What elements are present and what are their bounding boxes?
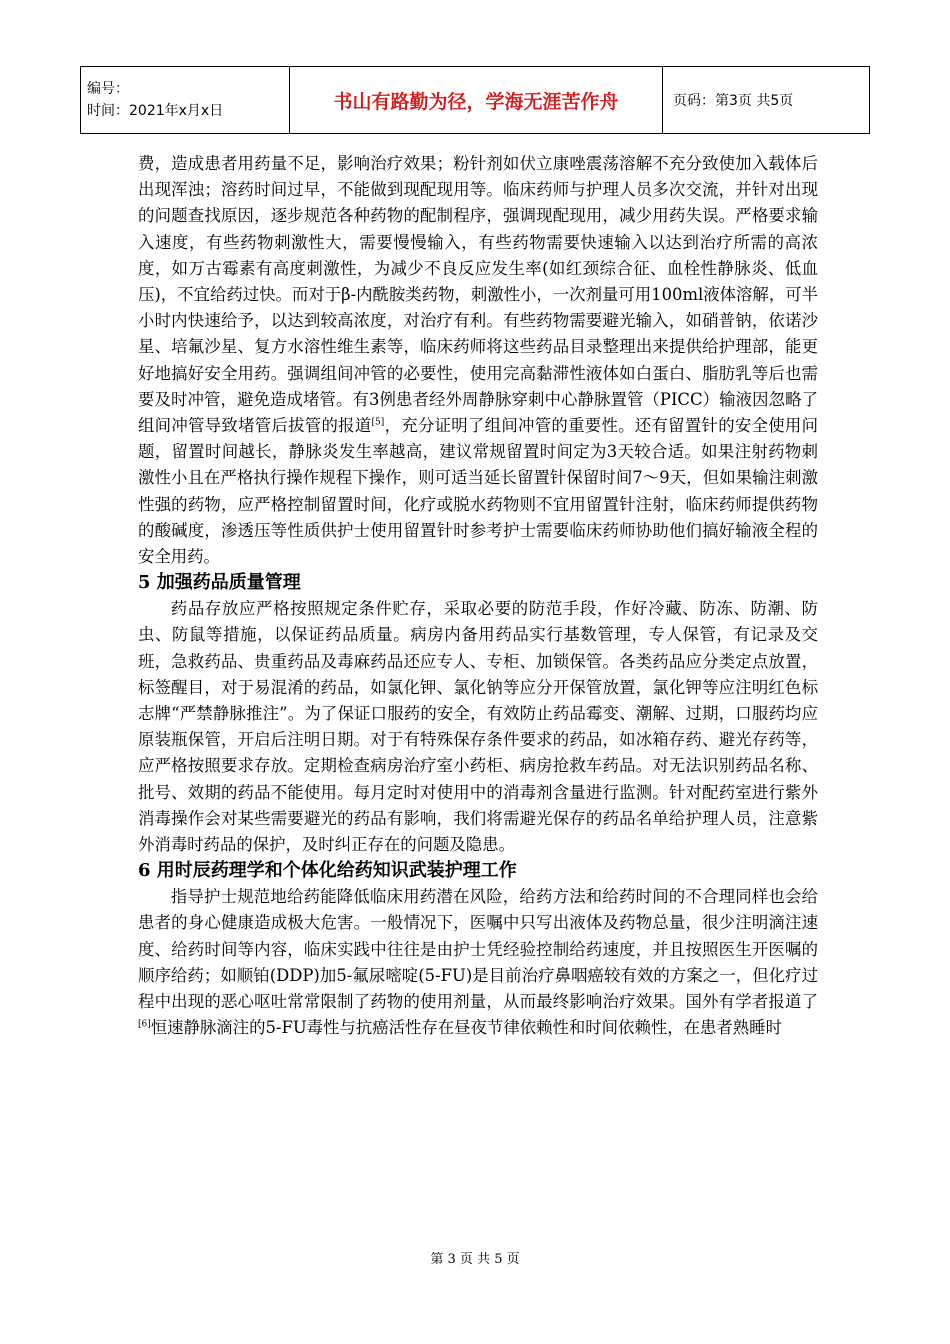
paragraph-text: 费，造成患者用药量不足，影响治疗效果；粉针剂如伏立康唑震荡溶解不充分致使加入载体后出现浑浊；溶药时间过早，不能做到现配现用等。临床药师与护理人员多次交流，并针对出现的问题查找原因，逐步规范各种药物的配制程序，强调现配现用，减少用药失误。严格要求输入速度，有些药物刺激性大，需要慢慢输入，有些药物需要快速输入以达到治疗所需的高浓度，如万古霉素有高度刺激性，为减少不良反应发生率(如红颈综合征、血栓性静脉炎、低血压)，不宜给药过快。而对于β-内酰胺类药物，刺激性小，一次剂量可用100ml液体溶解，可半小时内快速给予，以达到较高浓度，对治疗有利。有些药物需要避光输入，如硝普钠，依诺沙星、培氟沙星、复方水溶性维生素等，临床药师将这些药品目录整理出来提供给护理部，能更好地搞好安全用药。强调组间冲管的必要性，使用完高黏滞性液体如白蛋白、脂肪乳等后也需要及时冲管，避免造成堵管。有3例患者经外周静脉穿刺中心静脉置管（PICC）输液因忽略了组间冲管导致堵管后拔管的报道 — [138, 154, 818, 436]
header-table — [80, 66, 870, 134]
paragraph-drug-quality: 药品存放应严格按照规定条件贮存，采取必要的防范手段，作好冷藏、防冻、防潮、防虫、防鼠等措施，以保证药品质量。病房内备用药品实行基数管理，专人保管，有记录及交班，急救药品、贵重药品及毒麻药品还应专人、专柜、加锁保管。各类药品应分类定点放置，标签醒目，对于易混淆的药品，如氯化钾、氯化钠等应分开保管放置，氯化钾等应注明红色标志牌“严禁静脉推注”。为了保证口服药的安全，有效防止药品霉变、潮解、过期，口服药均应原装瓶保管，开启后注明日期。对于有特殊保存条件要求的药品，如冰箱存药、避光存药等，应严格按照要求存放。定期检查病房治疗室小药柜、病房抢救车药品。对无法识别药品名称、批号、效期的药品不能使用。每月定时对使用中的消毒剂含量进行监测。针对配药室进行紫外消毒操作会对某些需要避光的药品有影响，我们将需避光保存的药品名单给护理人员，注意紫外消毒时药品的保护，及时纠正存在的问题及隐患。 — [138, 599, 818, 855]
document-number-label: 编号： — [87, 81, 129, 97]
header-left-cell — [81, 67, 290, 134]
header-page-label: 页码：第3页 共5页 — [663, 67, 870, 134]
header-motto: 书山有路勤为径，学海无涯苦作舟 — [290, 67, 663, 134]
section-heading: 5 加强药品质量管理 — [138, 572, 301, 594]
page-footer: 第 3 页 共 5 页 — [430, 1252, 520, 1267]
paragraph-infusion-safety — [138, 151, 818, 570]
section-heading: 6 用时辰药理学和个体化给药知识武装护理工作 — [138, 860, 517, 882]
paragraph-text: 恒速静脉滴注的5-FU毒性与抗癌活性存在昼夜节律依赖性和时间依赖性，在患者熟睡时 — [150, 1018, 782, 1038]
paragraph-text: ，充分证明了组间冲管的重要性。还有留置针的安全使用问题，留置时间越长，静脉炎发生率越高，建议常规留置时间定为3天较合适。如果注射药物刺激性小且在严格执行操作规程下操作，则可适当延长留置针保留时间7～9天，但如果输注刺激性强的药物，应严格控制留置时间，化疗或脱水药物则不宜用留置针注射，临床药师提供药物的酸碱度，渗透压等性质供护士使用留置针时参考护士需要临床药师协助他们搞好输液全程的安全用药。 — [138, 416, 819, 567]
citation-ref: [5] — [371, 417, 385, 428]
paragraph-chronopharmacology — [138, 884, 818, 1041]
citation-ref: [6] — [138, 1019, 151, 1030]
paragraph-text: 指导护士规范地给药能降低临床用药潜在风险，给药方法和给药时间的不合理同样也会给患者的身心健康造成极大危害。一般情况下，医嘱中只写出液体及药物总量，很少注明滴注速度、给药时间等内容，临床实践中往往是由护士凭经验控制给药速度，并且按照医生开医嘱的顺序给药；如顺铂(DDP)加5-氟尿嘧啶(5-FU)是目前治疗鼻咽癌较有效的方案之一，但化疗过程中出现的恶心呕吐常常限制了药物的使用剂量，从而最终影响治疗效果。国外有学者报道了 — [138, 887, 818, 1012]
document-body — [138, 151, 818, 1042]
document-date-label: 时间：2021年x月x日 — [87, 103, 224, 119]
